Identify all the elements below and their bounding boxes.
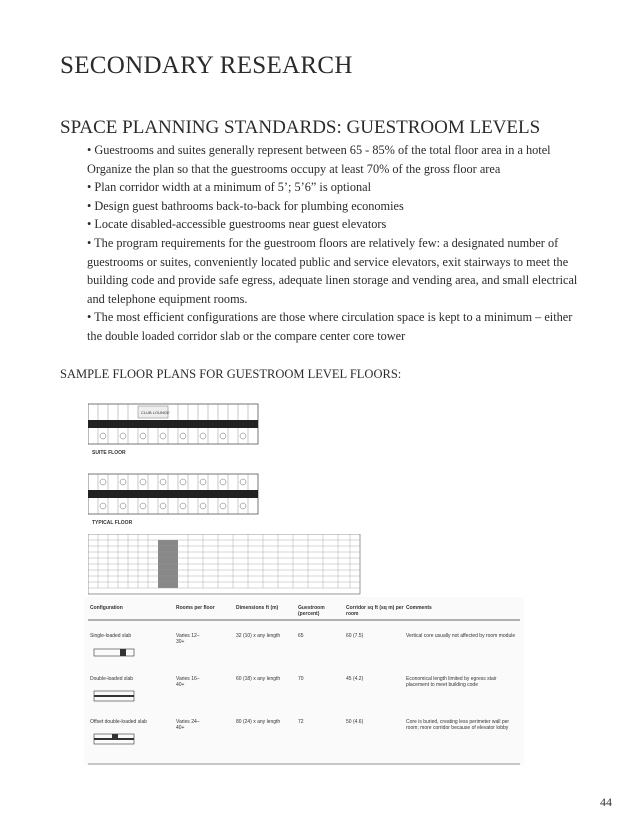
- bullet-list: [87, 141, 587, 346]
- table-header-configuration: Configuration: [90, 605, 123, 611]
- suite-floor-plan: [88, 404, 258, 456]
- room-count-grid-image: [88, 534, 364, 596]
- table-cell: Vertical core usually not affected by room module: [406, 633, 516, 639]
- table-cell: Core is buried, creating less perimeter wall per room; more corridor because of elevator lobby: [406, 719, 510, 731]
- suite-floor-label: SUITE FLOOR: [92, 450, 126, 456]
- table-cell: Offset double-loaded slab: [90, 719, 147, 725]
- table-cell: Varies 12–30+: [176, 633, 200, 645]
- table-header-rooms: Rooms per floor: [176, 605, 215, 611]
- bullet-line: guestrooms or suites, conveniently located public and service elevators, exit stairways to meet the: [87, 254, 569, 269]
- table-cell: 72: [298, 719, 304, 725]
- page-number: 44: [600, 795, 612, 809]
- floor-plans-image: [88, 396, 268, 526]
- table-header-dimensions: Dimensions ft (m): [236, 605, 279, 611]
- table-cell: 32 (10) x any length: [236, 633, 281, 639]
- table-cell: 80 (24) x any length: [236, 719, 281, 725]
- table-cell: Double-loaded slab: [90, 676, 134, 682]
- section-subtitle: SPACE PLANNING STANDARDS: GUESTROOM LEVELS: [60, 117, 541, 138]
- table-cell: Economical length limited by egress stair placement to meet building code: [406, 676, 497, 688]
- table-cell: 60 (7.5): [346, 633, 364, 639]
- sample-plans-heading: SAMPLE FLOOR PLANS FOR GUESTROOM LEVEL FLOORS:: [60, 367, 402, 381]
- bullet-line: • The program requirements for the guestroom floors are relatively few: a designated number of: [87, 235, 559, 250]
- table-cell: Varies 24–40+: [176, 719, 200, 731]
- table-cell: 65: [298, 633, 304, 639]
- table-cell: Varies 16–40+: [176, 676, 200, 688]
- configuration-table: [84, 597, 524, 765]
- typical-floor-label: TYPICAL FLOOR: [92, 520, 133, 526]
- table-header-corridor: Corridor sq ft (sq m) per room: [346, 605, 404, 617]
- table-cell: 60 (18) x any length: [236, 676, 281, 682]
- bullet-line: • Guestrooms and suites generally represent between 65 - 85% of the total floor area in a hotel: [87, 143, 551, 157]
- bullet-line: • Plan corridor width at a minimum of 5’; 5’6” is optional: [87, 180, 372, 195]
- table-cell: Single-loaded slab: [90, 633, 132, 639]
- bullet-line: • Design guest bathrooms back-to-back for plumbing economies: [87, 198, 404, 213]
- table-header-comments: Comments: [406, 605, 432, 611]
- page-title: SECONDARY RESEARCH: [60, 52, 353, 79]
- bullet-line: building code and provide safe egress, adequate linen storage and vending area, and small electrical: [87, 273, 578, 288]
- table-cell: 70: [298, 676, 304, 682]
- bullet-line: and telephone equipment rooms.: [87, 291, 248, 306]
- bullet-line: Organize the plan so that the guestrooms occupy at least 70% of the gross floor area: [87, 161, 501, 176]
- club-lounge-label: CLUB LOUNGE: [141, 410, 170, 415]
- bullet-line: the double loaded corridor slab or the compare center core tower: [87, 328, 406, 343]
- table-cell: 45 (4.2): [346, 676, 364, 682]
- bullet-line: • Locate disabled-accessible guestrooms near guest elevators: [87, 217, 387, 232]
- table-header-guestroom: Guestroom (percent): [298, 605, 325, 617]
- table-cell: 50 (4.6): [346, 719, 364, 725]
- bullet-line: • The most efficient configurations are those where circulation space is kept to a minimum – either: [87, 310, 573, 325]
- typical-floor-plan: [88, 474, 258, 526]
